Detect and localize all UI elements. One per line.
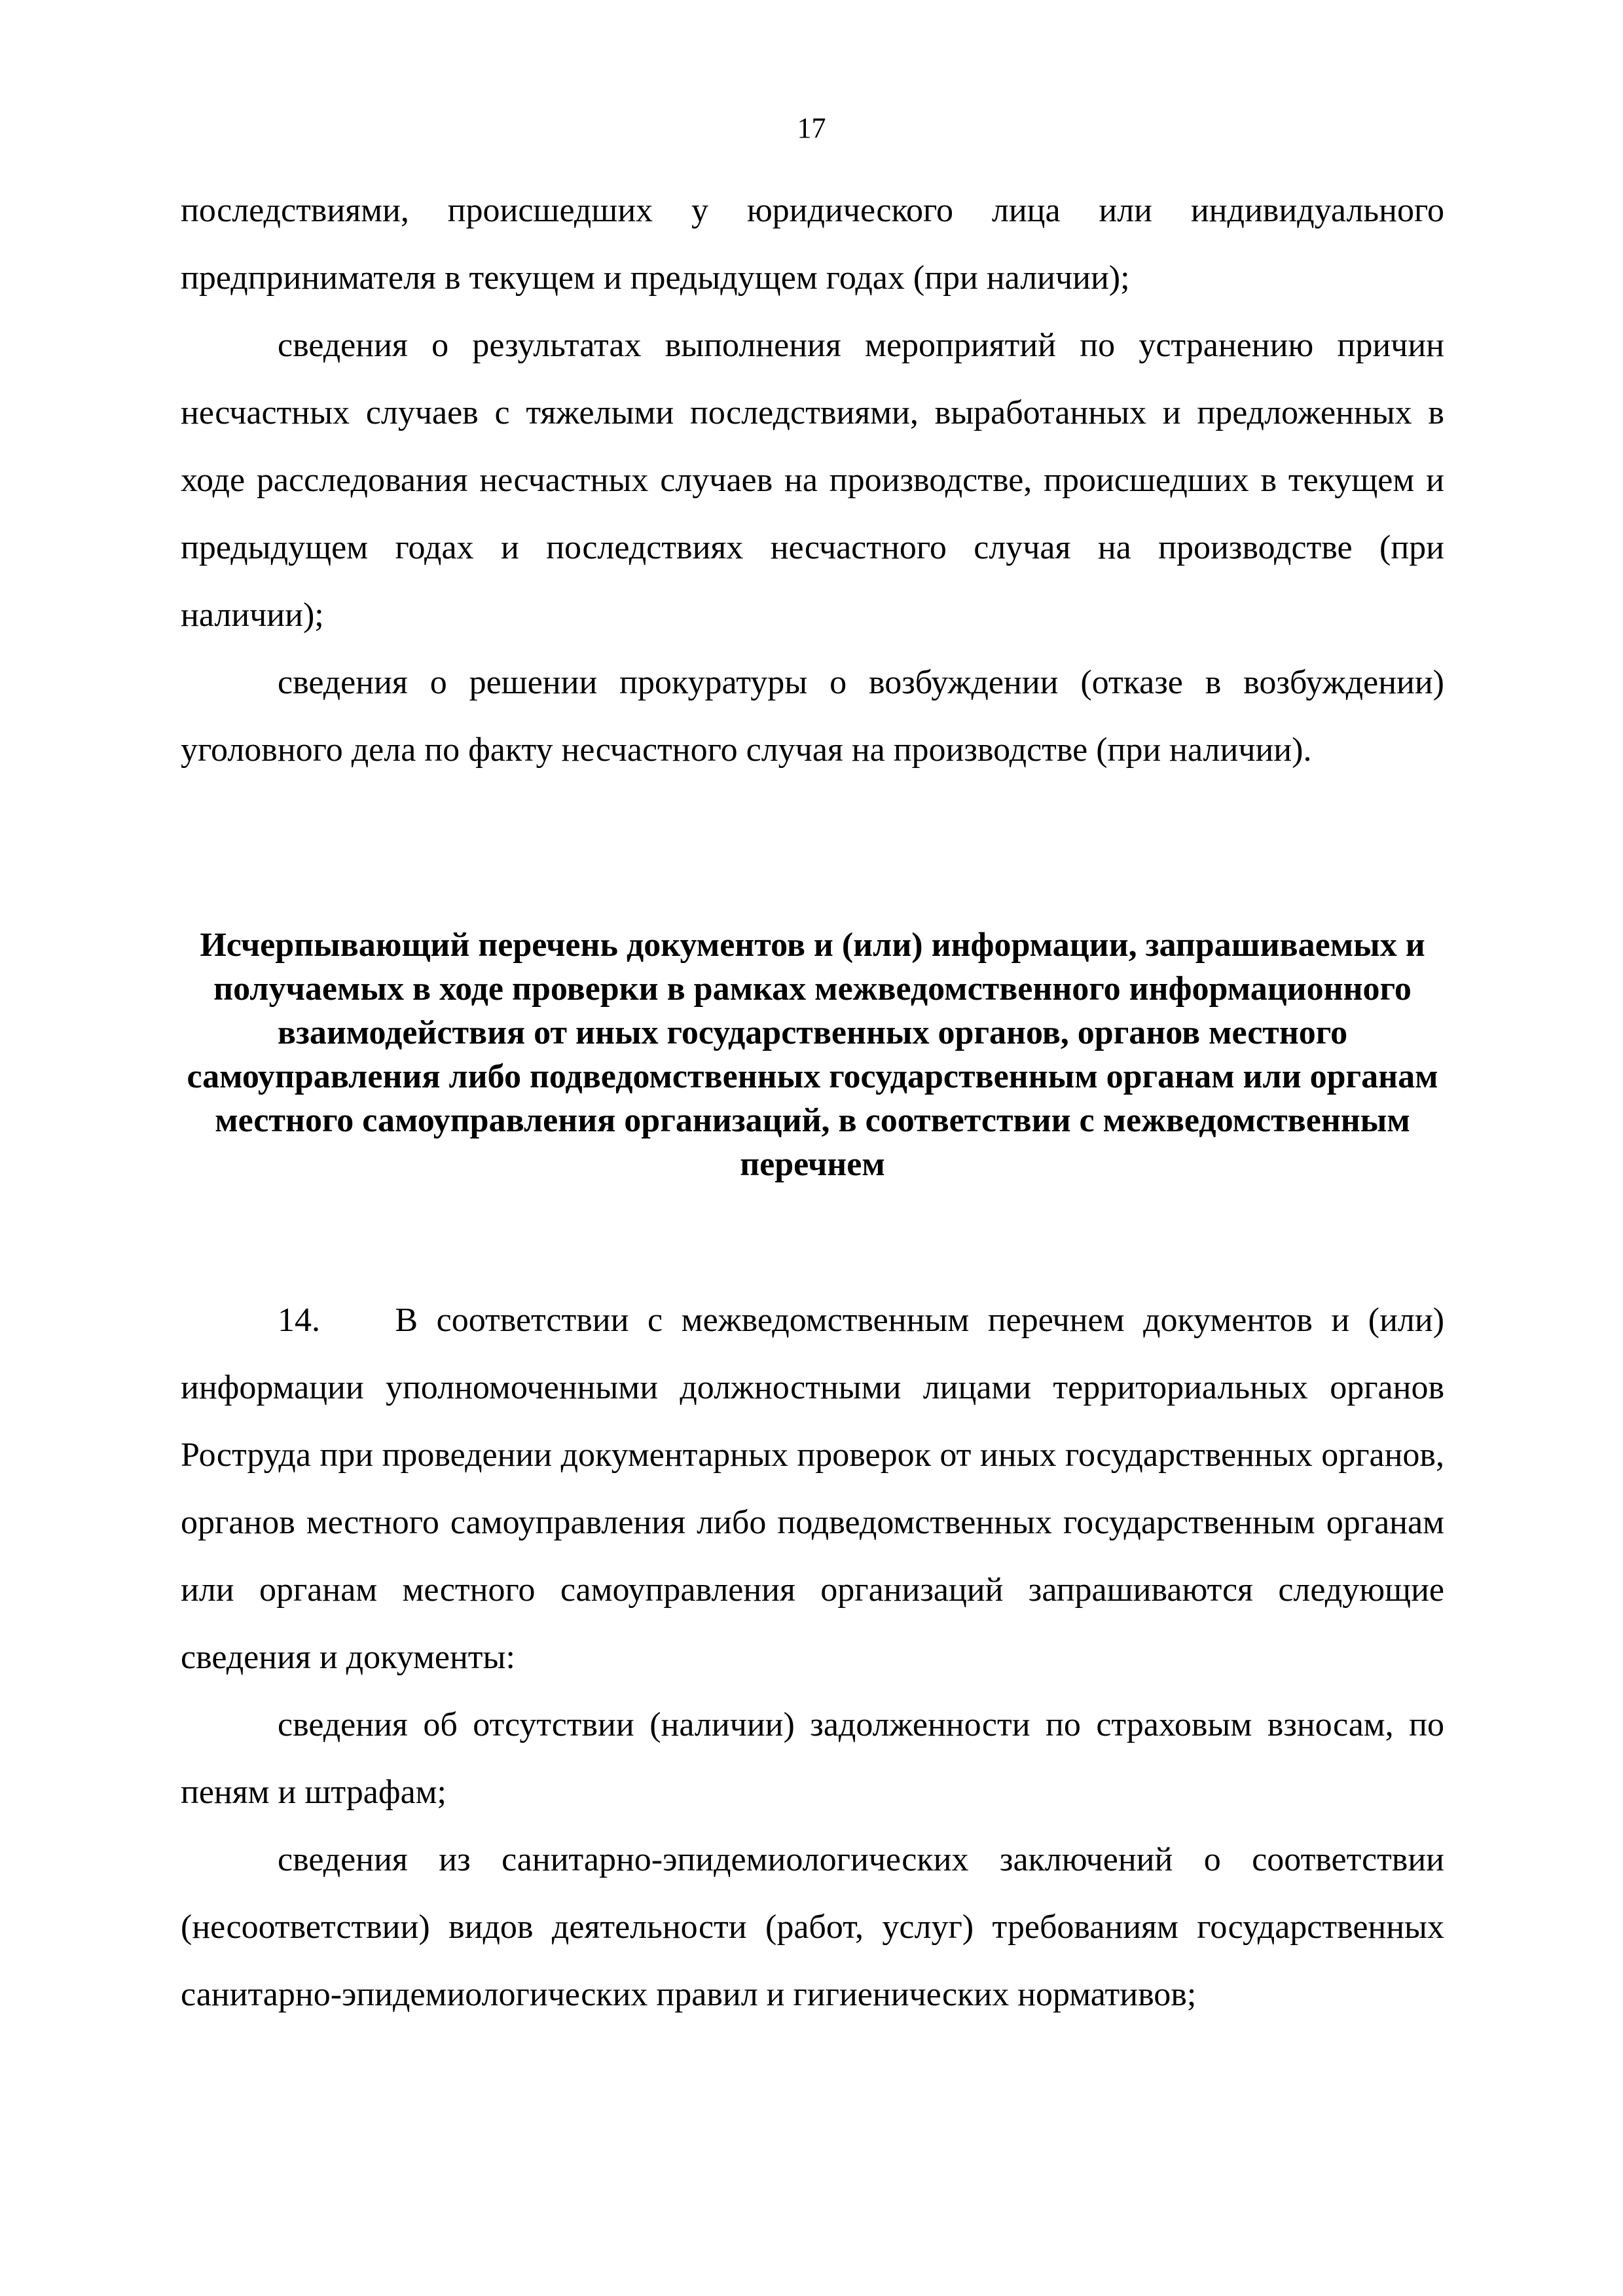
section-heading: Исчерпывающий перечень документов и (или) информации, запрашиваемых и получаемых в ходе проверки в рамках межведомственного информационного взаимодействия от иных государственных органов, органов местного самоуправления либо подведомственных государственным органам или органам местного самоуправления организаций, в соответствии с межведомственным перечнем [187,926,1438,1183]
top-text-block [181,177,1444,784]
page-number: 17 [797,112,826,144]
paragraph-prosecutor-decision: сведения о решении прокуратуры о возбуждении (отказе в возбуждении) уголовного дела по факту несчастного случая на производстве (при наличии). [181,664,1444,769]
paragraph-accident-measures: сведения о результатах выполнения мероприятий по устранению причин несчастных случаев с тяжелыми последствиями, выработанных и предложенных в ходе расследования несчастных случаев на производстве, происшедших в текущем и предыдущем годах и последствиях несчастного случая на производстве (при наличии); [181,327,1444,634]
bottom-text-block [181,1286,1444,2028]
paragraph-sanitary-conclusions: сведения из санитарно-эпидемиологических заключений о соответствии (несоответствии) видов деятельности (работ, услуг) требованиям государственных санитарно-эпидемиологических правил и гигиенических нормативов; [181,1841,1444,2013]
paragraph-item-14 [181,1286,1444,1691]
paragraph-insurance-debt: сведения об отсутствии (наличии) задолженности по страховым взносам, по пеням и штрафам; [181,1706,1444,1811]
item-number: 14. [278,1302,320,1339]
item-14-text: В соответствии с межведомственным перечнем документов и (или) информации уполномоченными должностными лицами территориальных органов Роструда при проведении документарных проверок от иных государственных органов, органов местного самоуправления либо подведомственных государственным органам или органам местного самоуправления организаций запрашиваются следующие сведения и документы: [181,1302,1445,1676]
paragraph-continuation: последствиями, происшедших у юридического лица или индивидуального предпринимателя в текущем и предыдущем годах (при наличии); [181,192,1444,297]
